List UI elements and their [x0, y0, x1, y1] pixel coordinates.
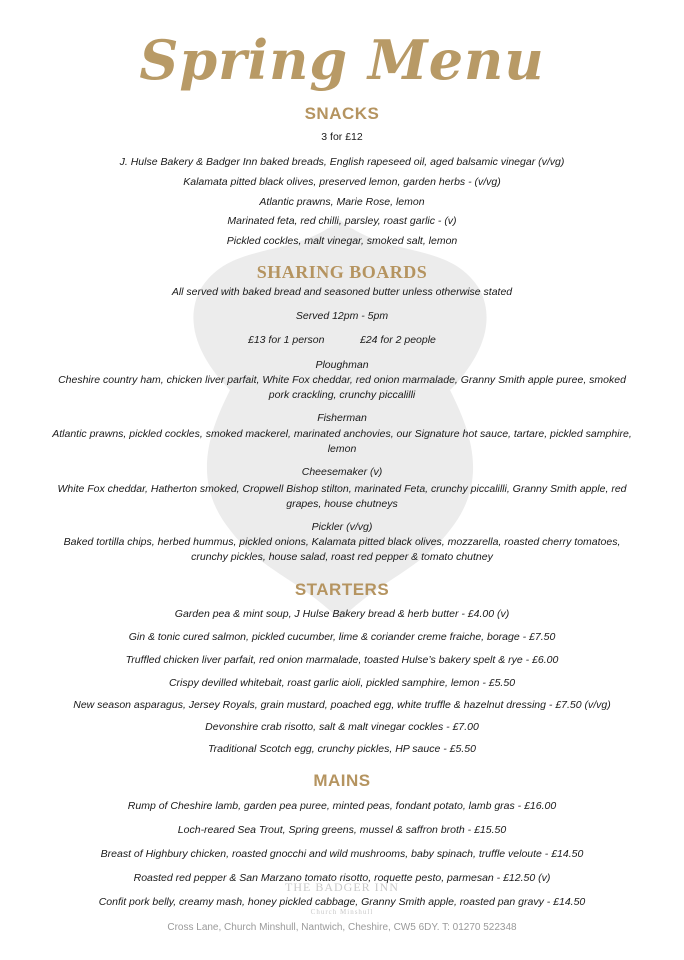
board-name: Pickler (v/vg): [311, 521, 373, 533]
board-description: lemon: [327, 443, 357, 455]
main-item: Confit pork belly, creamy mash, honey pickled cabbage, Granny Smith apple, roasted pan gravy - £14.50: [98, 896, 586, 908]
starter-item: Garden pea & mint soup, J Hulse Bakery bread & herb butter - £4.00 (v): [174, 608, 510, 620]
menu-title: Spring Menu: [139, 28, 545, 92]
board-name: Fisherman: [317, 412, 367, 424]
starter-item: Gin & tonic cured salmon, pickled cucumber, lime & coriander creme fraiche, borage - £7.50: [128, 631, 556, 643]
sharing-served: Served 12pm - 5pm: [295, 310, 389, 322]
starter-item: New season asparagus, Jersey Royals, grain mustard, poached egg, white truffle & hazelnut dressing - £7.50 (v/vg): [73, 699, 611, 711]
snacks-price: 3 for £12: [321, 131, 363, 143]
starter-item: Truffled chicken liver parfait, red onion marmalade, toasted Hulse’s bakery spelt & rye - £6.00: [125, 654, 559, 666]
board-description: grapes, house chutneys: [286, 498, 398, 510]
footer-logo-sub: Church Minshull: [310, 908, 374, 916]
starter-item: Crispy devilled whitebait, roast garlic aioli, pickled samphire, lemon - £5.50: [168, 677, 516, 689]
board-description: Atlantic prawns, pickled cockles, smoked mackerel, marinated anchovies, our Signature hot sauce, tartare, pickled samphire,: [52, 428, 632, 440]
main-item: Breast of Highbury chicken, roasted gnocchi and wild mushrooms, baby spinach, truffle veloute - £14.50: [100, 848, 584, 860]
mains-heading: MAINS: [313, 771, 371, 790]
board-description: pork crackling, crunchy piccalilli: [268, 389, 416, 401]
starter-item: Devonshire crab risotto, salt & malt vinegar cockles - £7.00: [205, 721, 479, 733]
snack-item: J. Hulse Bakery & Badger Inn baked breads, English rapeseed oil, aged balsamic vinegar (v/vg): [119, 156, 565, 168]
board-description: Cheshire country ham, chicken liver parfait, White Fox cheddar, red onion marmalade, Granny Smith apple puree, smoked: [58, 374, 626, 386]
snack-item: Kalamata pitted black olives, preserved lemon, garden herbs - (v/vg): [183, 176, 501, 188]
board-description: crunchy pickles, house salad, roast red pepper & tomato chutney: [191, 551, 493, 563]
board-description: Baked tortilla chips, herbed hummus, pickled onions, Kalamata pitted black olives, mozzarella, roasted cherry tomatoes,: [63, 536, 621, 548]
main-item: Loch-reared Sea Trout, Spring greens, mussel & saffron broth - £15.50: [177, 824, 507, 836]
snacks-heading: SNACKS: [304, 104, 380, 123]
price-two-people: £24 for 2 people: [360, 334, 436, 346]
sharing-note: All served with baked bread and seasoned butter unless otherwise stated: [171, 286, 513, 298]
main-item: Roasted red pepper & San Marzano tomato risotto, roquette pesto, parmesan - £12.50 (v): [133, 872, 551, 884]
snack-item: Marinated feta, red chilli, parsley, roast garlic - (v): [227, 215, 457, 227]
snack-item: Atlantic prawns, Marie Rose, lemon: [259, 196, 425, 208]
sharing-heading: SHARING BOARDS: [256, 262, 428, 282]
starter-item: Traditional Scotch egg, crunchy pickles, HP sauce - £5.50: [208, 743, 476, 755]
board-name: Ploughman: [315, 359, 369, 371]
footer-address: Cross Lane, Church Minshull, Nantwich, Cheshire, CW5 6DY. T: 01270 522348: [167, 922, 517, 933]
footer-logo-name: THE BADGER INN: [285, 880, 399, 894]
board-name: Cheesemaker (v): [301, 466, 383, 478]
main-item: Rump of Cheshire lamb, garden pea puree, minted peas, fondant potato, lamb gras - £16.00: [127, 800, 557, 812]
board-description: White Fox cheddar, Hatherton smoked, Cropwell Bishop stilton, marinated Feta, crunchy piccalilli, Granny Smith apple, red: [57, 483, 627, 495]
price-one-person: £13 for 1 person: [248, 334, 325, 346]
sharing-prices: [0, 334, 684, 349]
snack-item: Pickled cockles, malt vinegar, smoked salt, lemon: [226, 235, 458, 247]
starters-heading: STARTERS: [294, 580, 390, 599]
